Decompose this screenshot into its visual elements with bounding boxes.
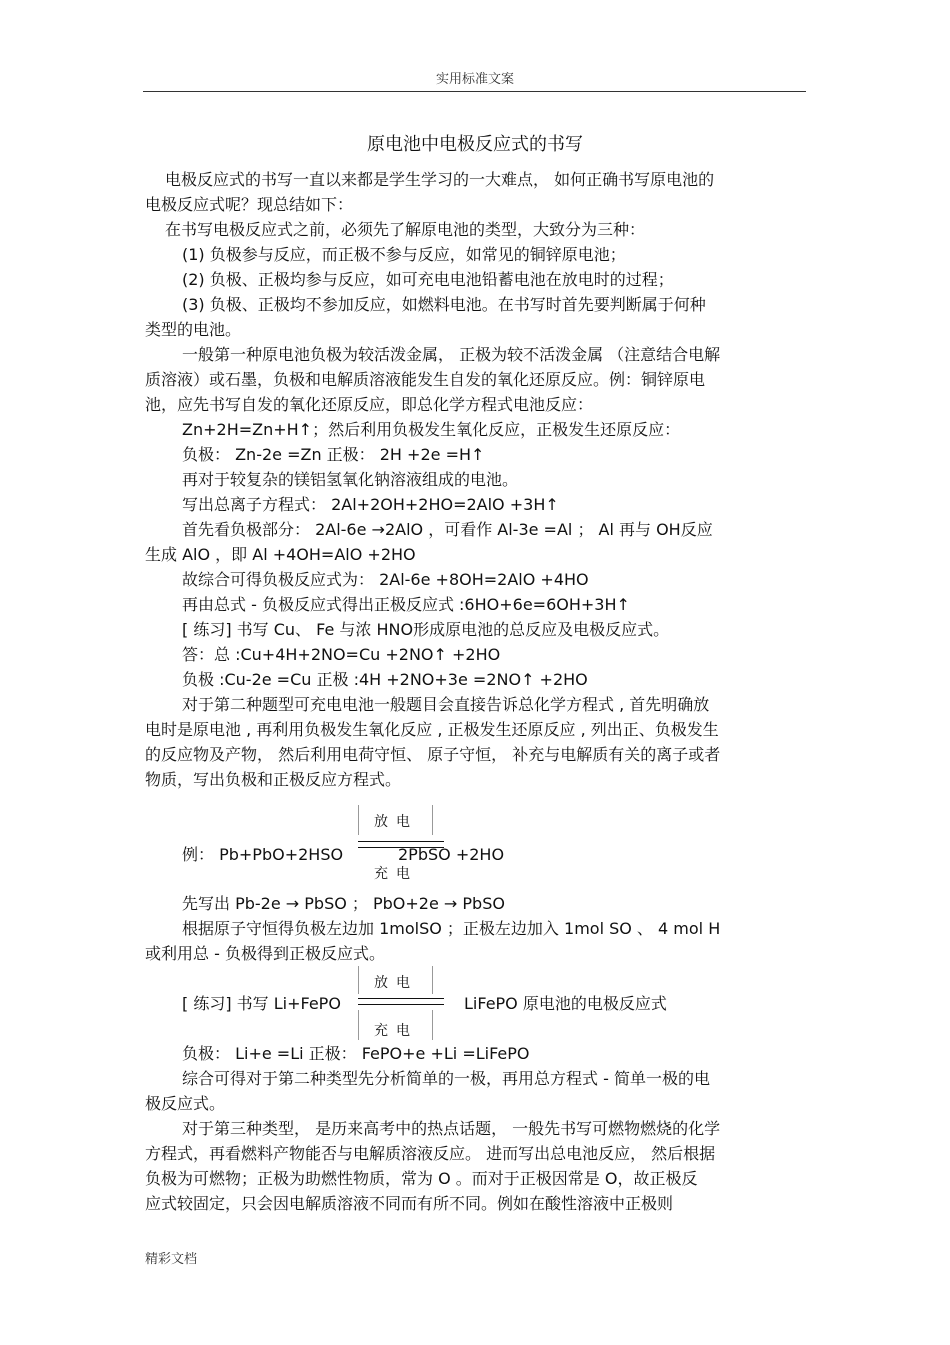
equation-line: 首先看负极部分： 2Al-6e →2AlO ，可看作 Al-3e =Al ； Al 再与 OH反应 (182, 520, 713, 539)
text-line: (1) 负极参与反应，而正极不参与反应，如常见的铜锌原电池； (182, 245, 626, 264)
charge-label: 充电 (374, 866, 418, 882)
equation-line: 写出总离子方程式： 2Al+2OH+2HO=2AlO +3H↑ (182, 495, 559, 514)
text-line: [ 练习] 书写 Cu、 Fe 与浓 HNO形成原电池的总反应及电极反应式。 (182, 620, 670, 639)
text-line: 在书写电极反应式之前，必须先了解原电池的类型，大致分为三种： (165, 220, 646, 239)
reversible-arrow (358, 966, 448, 1046)
header-divider (143, 91, 806, 92)
equation-line: 例： Pb+PbO+2HSO (182, 845, 344, 864)
text-line: 物质，写出负极和正极反应方程式。 (145, 770, 402, 789)
text-line: 极反应式。 (145, 1094, 226, 1113)
text-line: 负极为可燃物；正极为助燃性物质，常为 O 。而对于正极因常是 O，故正极反 (145, 1169, 698, 1188)
equation-line: [ 练习] 书写 Li+FePO (182, 994, 341, 1013)
text-line: 类型的电池。 (145, 320, 242, 339)
equation-line: 先写出 Pb-2e → PbSO ； PbO+2e → PbSO (182, 894, 505, 913)
discharge-label: 放电 (374, 975, 418, 991)
page-header: 实用标准文案 (435, 72, 514, 87)
equation-line: 再由总式 - 负极反应式得出正极反应式 :6HO+6e=6OH+3H↑ (182, 595, 630, 614)
text-line: 电极反应式呢？现总结如下： (145, 195, 354, 214)
equation-line: 生成 AlO ，即 Al +4OH=AlO +2HO (145, 545, 416, 564)
text-line: (3) 负极、正极均不参加反应，如燃料电池。在书写时首先要判断属于何种 (182, 295, 706, 314)
text-line: 对于第三种类型， 是历来高考中的热点话题， 一般先书写可燃物燃烧的化学 (182, 1119, 721, 1138)
text-line: 一般第一种原电池负极为较活泼金属， 正极为较不活泼金属 （注意结合电解 (182, 345, 721, 364)
text-line: 对于第二种题型可充电电池一般题目会直接告诉总化学方程式 , 首先明确放 (182, 695, 710, 714)
equation-line: 2PbSO +2HO (398, 845, 505, 864)
text-line: 或利用总 - 负极得到正极反应式。 (145, 944, 385, 963)
text-line: 电时是原电池 , 再利用负极发生氧化反应 , 正极发生还原反应 , 列出正、负极发生 (145, 720, 719, 739)
equation-line: 负极： Li+e =Li 正极： FePO+e +Li =LiFePO (182, 1044, 530, 1063)
text-line: (2) 负极、正极均参与反应，如可充电电池铅蓄电池在放电时的过程； (182, 270, 674, 289)
equation-line: Zn+2H=Zn+H↑；然后利用负极发生氧化反应，正极发生还原反应： (182, 420, 681, 439)
page-title: 原电池中电极反应式的书写 (367, 134, 583, 155)
page-footer: 精彩文档 (145, 1252, 198, 1267)
charge-label: 充电 (374, 1023, 418, 1039)
discharge-label: 放电 (374, 814, 418, 830)
text-line: 的反应物及产物， 然后利用电荷守恒、 原子守恒， 补充与电解质有关的离子或者 (145, 745, 721, 764)
text-line: 根据原子守恒得负极左边加 1molSO ；正极左边加入 1mol SO 、 4 mol H (182, 919, 721, 938)
text-line: 再对于较复杂的镁铝氢氧化钠溶液组成的电池。 (182, 470, 519, 489)
equation-line: 故综合可得负极反应式为： 2Al-6e +8OH=2AlO +4HO (182, 570, 589, 589)
equation-line: 负极： Zn-2e =Zn 正极： 2H +2e =H↑ (182, 445, 485, 464)
text-line: 应式较固定，只会因电解质溶液不同而有所不同。例如在酸性溶液中正极则 (145, 1194, 674, 1213)
text-line: 质溶液）或石墨，负极和电解质溶液能发生自发的氧化还原反应。例：铜锌原电 (145, 370, 706, 389)
text-line: 池，应先书写自发的氧化还原反应，即总化学方程式电池反应： (145, 395, 594, 414)
text-line: 电极反应式的书写一直以来都是学生学习的一大难点， 如何正确书写原电池的 (165, 170, 715, 189)
equation-line: 答：总 :Cu+4H+2NO=Cu +2NO↑ +2HO (182, 645, 501, 664)
text-line: LiFePO 原电池的电极反应式 (464, 994, 667, 1013)
equation-line: 负极 :Cu-2e =Cu 正极 :4H +2NO+3e =2NO↑ +2HO (182, 670, 588, 689)
text-line: 综合可得对于第二种类型先分析简单的一极，再用总方程式 - 简单一极的电 (182, 1069, 710, 1088)
text-line: 方程式，再看燃料产物能否与电解质溶液反应。 进而写出总电池反应， 然后根据 (145, 1144, 716, 1163)
